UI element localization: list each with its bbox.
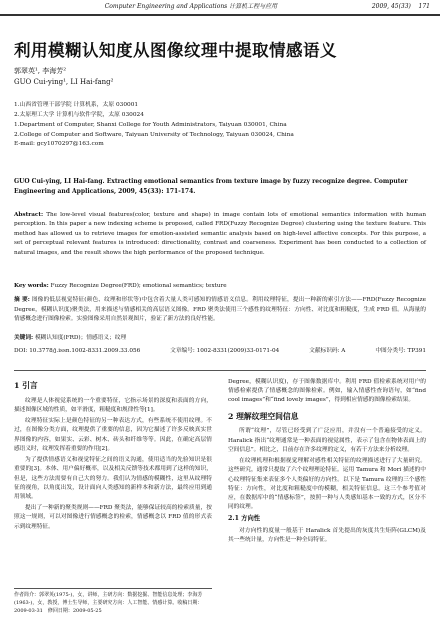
clc-number: 中图分类号: TP391 xyxy=(375,348,426,354)
paragraph: 对方向性的度量一般基于 Haralick 首先提出的灰度共生矩阵(GLCM)及其一些统计量，方向性是一种全局特征。 xyxy=(228,527,426,543)
paper-title: 利用模糊认知度从图像纹理中提取情感语义 xyxy=(14,41,337,60)
doi: DOI: 10.3778/j.issn.1002-8331.2009.33.056 xyxy=(14,348,141,354)
abstract-cn-text: 图像的低层视觉特征(颜色、纹理和形状等)中包含着大量人类可感知的情感语义信息。利用纹理特征，提出一种新的索引方法——FRD(Fuzzy Recognize Degree，模糊认识度)聚类法，用来描述与情感相关的高层语义图像。FRD 聚类法使用三个感性的纹理特征：方向性、对比度和粗糙度，生成 FRD 值。从海量的情感概念进行图像检索。实验图像采用自然景观图片，验证了新方法的良好性能。 xyxy=(14,297,426,323)
article-number: 文章编号: 1002-8331(2009)33-0171-04 xyxy=(170,348,280,354)
affiliation-line: 2.太原理工大学 计算机与软件学院，太原 030024 xyxy=(14,111,144,118)
header-divider xyxy=(14,370,426,371)
citation-line: GUO Cui-ying, LI Hai-fang. Extracting emotional semantics from texture image by fuzzy recognize degree. Computer Engineering and Applications, 2009, 45(33): 171-174. xyxy=(14,178,408,195)
authors-en: GUO Cui-ying¹, LI Hai-fang² xyxy=(14,78,114,86)
right-column xyxy=(228,378,426,547)
paragraph: 为了提供情感语义和视觉特征之间的语义沟通，使用适当的先验知识是很重要的[3]。本体、用户偏好概率，以及相关反馈等技术都用到了这样的知识，但是，这些方法需要有自己大的努力。我们认为情感的模糊性，这里从纹理特征的视角，以角度出发，设计面向人类感知的新样本和新方法，最终应用到通用领域。 xyxy=(14,457,212,500)
keywords-en-label: Key words: xyxy=(14,283,49,289)
running-head-issue: 2009, 45(33) 171 xyxy=(371,2,430,10)
contact-email: E-mail: gcy1070297@163.com xyxy=(14,141,104,148)
document-code: 文献标识码: A xyxy=(309,348,346,354)
subsection-heading: 2.1 方向性 xyxy=(228,515,261,523)
abstract-label: Abstract: xyxy=(14,212,44,218)
running-head-journal: Computer Engineering and Applications 计算机工程与应用 xyxy=(104,2,278,10)
paragraph: Degree，模糊认识度)，存于图像数据库中。利用 FRD 值检索系统对用户的情感检索提供了情感概念的图像检索。例如，输入情感性查询语句，如“find cool images”和“find lovely images”，得到相应情感的图像检索结果。 xyxy=(228,379,426,404)
affiliations xyxy=(14,101,426,150)
affiliation-line: 2.College of Computer and Software, Taiyuan University of Technology, Taiyuan 030024, China xyxy=(14,131,294,138)
keywords-en-text: Fuzzy Recognize Degree(FRD); emotional semantics; texture xyxy=(50,283,227,289)
abstract-text: The low-level visual features(color, texture and shape) in image contain lots of emotional semantics information with human perception. In this paper a new indexing scheme is proposed, called FRD(Fuzzy Recognize Degree) clustering using the texture feature. This method has allowed us to retrieve images for emotion-assisted semantic analysis based on high-level affective concepts. For this purpose, a set of perceptual relevant features is introduced: directionality, contrast and coarseness. Experiment has been conducted to a collection of natural images, and the result shows the high performance of the proposed technique. xyxy=(14,212,426,256)
affiliation-line: 1.Department of Computer, Shanxi College for Youth Administrators, Taiyuan 030001, China xyxy=(14,121,287,128)
left-column xyxy=(14,378,212,534)
paragraph: 提出了一种新的聚类规则——FRD 聚类法，能够保证较高的检索质量，按照这一规则，可以对图像进行情感概念的检索，情感概念以 FRD 值的形式表示到纹理特征。 xyxy=(14,505,212,530)
abstract-cn-label: 摘 要: xyxy=(14,297,30,303)
affiliation-line: 1.山西省管理干部学院 计算机系，太原 030001 xyxy=(14,102,139,108)
keywords-en xyxy=(14,283,426,291)
section-heading: 1 引言 xyxy=(14,381,38,390)
paragraph: 所谓“纹理”，尽管已经受到了广泛应用，并没有一个普遍接受的定义。Haralick 指出“纹理通常是一种表面的视觉属性，表示了包含在物体表面上的空间信息”。相比之，目前存在许多纹理的定义，有若干方法来分析纹理。 xyxy=(228,428,426,453)
paragraph: 纹理特征实际上是颜色特征的另一种表达方式，有些系统不使用纹理。不过，在图像分类方面，纹理提供了重要的信息，因为它描述了许多反映真实世界图像的内容，如果实、云彩、树木、砖头和纤维等等。因此，在确定高层情感语义时，纹理发挥着重要的作用[2]。 xyxy=(14,418,212,452)
page-number: 171 xyxy=(418,2,430,10)
authors-cn: 郭翠英¹, 李海芳² xyxy=(14,67,67,75)
paragraph: 在纹理机理和根据视觉理解对感性相关特征的纹理描述进行了大量研究。这些研究，通常只提取了六个纹理理论特征。运用 Tamura 和 Mori 描述的中心纹理特征集来表征多个人类偏好的方向性。以下是 Tamura 纹理的三个感性特征：方向性，对比度和粗糙度中的模糊，相关特征信息。这三个参考值对应，在数据库中的“情感标签”，按照一种与人类感知基本一致的方式，区分不同的纹理。 xyxy=(228,458,426,511)
abstract-en xyxy=(14,211,426,258)
keywords-cn-label: 关键词: xyxy=(14,335,34,341)
paragraph: 纹理是人体视觉系统的一个重要特征，它指示场景的深度和表面的方向，描述图像区域的性质，如平滑度，粗糙度和规律性等[1]。 xyxy=(14,397,212,413)
running-head xyxy=(0,0,440,16)
article-identifiers xyxy=(14,348,426,356)
abstract-cn xyxy=(14,296,426,325)
section-heading: 2 理解纹理空间信息 xyxy=(228,411,299,421)
keywords-cn-text: 模糊认知度(FRD)；情感语义；纹理 xyxy=(34,335,127,341)
author-footnote: 作者简介：郭翠英(1975-)，女，讲师，主研方向：数据挖掘、智能信息处理；李海芳(1963-)，女，教授，博士生导师，主要研究方向：人工智能、情感计算。收稿日期：2009-03-31 修回日期：2009-05-25 xyxy=(14,588,212,615)
keywords-cn xyxy=(14,335,426,343)
